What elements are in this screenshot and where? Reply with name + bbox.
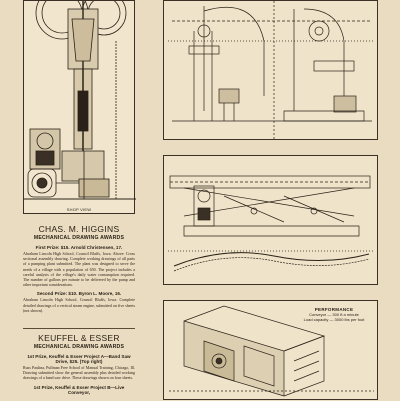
second-prize-text: Abraham Lincoln High School, Council Bluffs, Iowa. Complete detailed drawings of a vertical steam engine, submitted on five sheets (not shown). [23,297,135,313]
second-prize-heading: Second Prize: $10. Byron L. Moore, 16. [36,291,122,297]
first-prize-text: Abraham Lincoln High School, Council Bluffs, Iowa. Above: Cross sectional assembly drawing. Complete working drawings of all parts of a pumping plant submitted. The plant was designed to serve the needs of a village with a population of 650. The project includes a careful analysis of the village's daily water consumption required. The number of gallons per minute to be delivered by the pump and other important considerations. [23,251,135,288]
section-divider [23,328,135,329]
performance-note [299,307,369,322]
award-subtitle: MECHANICAL DRAWING AWARDS [33,344,125,350]
award-title: CHAS. M. HIGGINS [38,224,120,234]
second-prize-heading: 1st Prize, Keuffel & Esser Project B—Live Conveyor, [33,384,125,395]
first-prize-heading: 1st Prize, Keuffel & Esser Project A—Band Saw Drive, $25. (Top right) [27,354,131,364]
pump-drawing-svg [24,1,136,215]
performance-title: PERFORMANCE [314,307,354,312]
conveyor-frame-drawing [163,155,378,285]
conveyor-frame-svg [164,156,379,286]
drawing-caption: SHOP VIEW [66,207,92,212]
award-subtitle: MECHANICAL DRAWING AWARDS [33,235,125,241]
band-saw-svg [164,1,379,141]
performance-line-2: Load capacity — 3000 lbs per foot [303,317,365,322]
pump-cross-section-drawing [23,0,135,214]
higgins-award-section [23,224,135,317]
band-saw-drawing [163,0,378,140]
award-title: KEUFFEL & ESSER [38,333,120,343]
keuffel-esser-award-section [23,333,135,396]
conveyor-isometric-drawing [163,300,378,400]
first-prize-text: Russ Paulina, Pullman Free School of Manual Training, Chicago, Ill. Drawing submitted show the general assembly plus detailed working drawings of a band saw drive. These drawings shown on four sheets. [23,365,135,381]
performance-line-1: Conveyor — 300 ft a minute [309,312,359,317]
first-prize-heading: First Prize: $15. Arnold Christensen, 17. [35,245,123,250]
